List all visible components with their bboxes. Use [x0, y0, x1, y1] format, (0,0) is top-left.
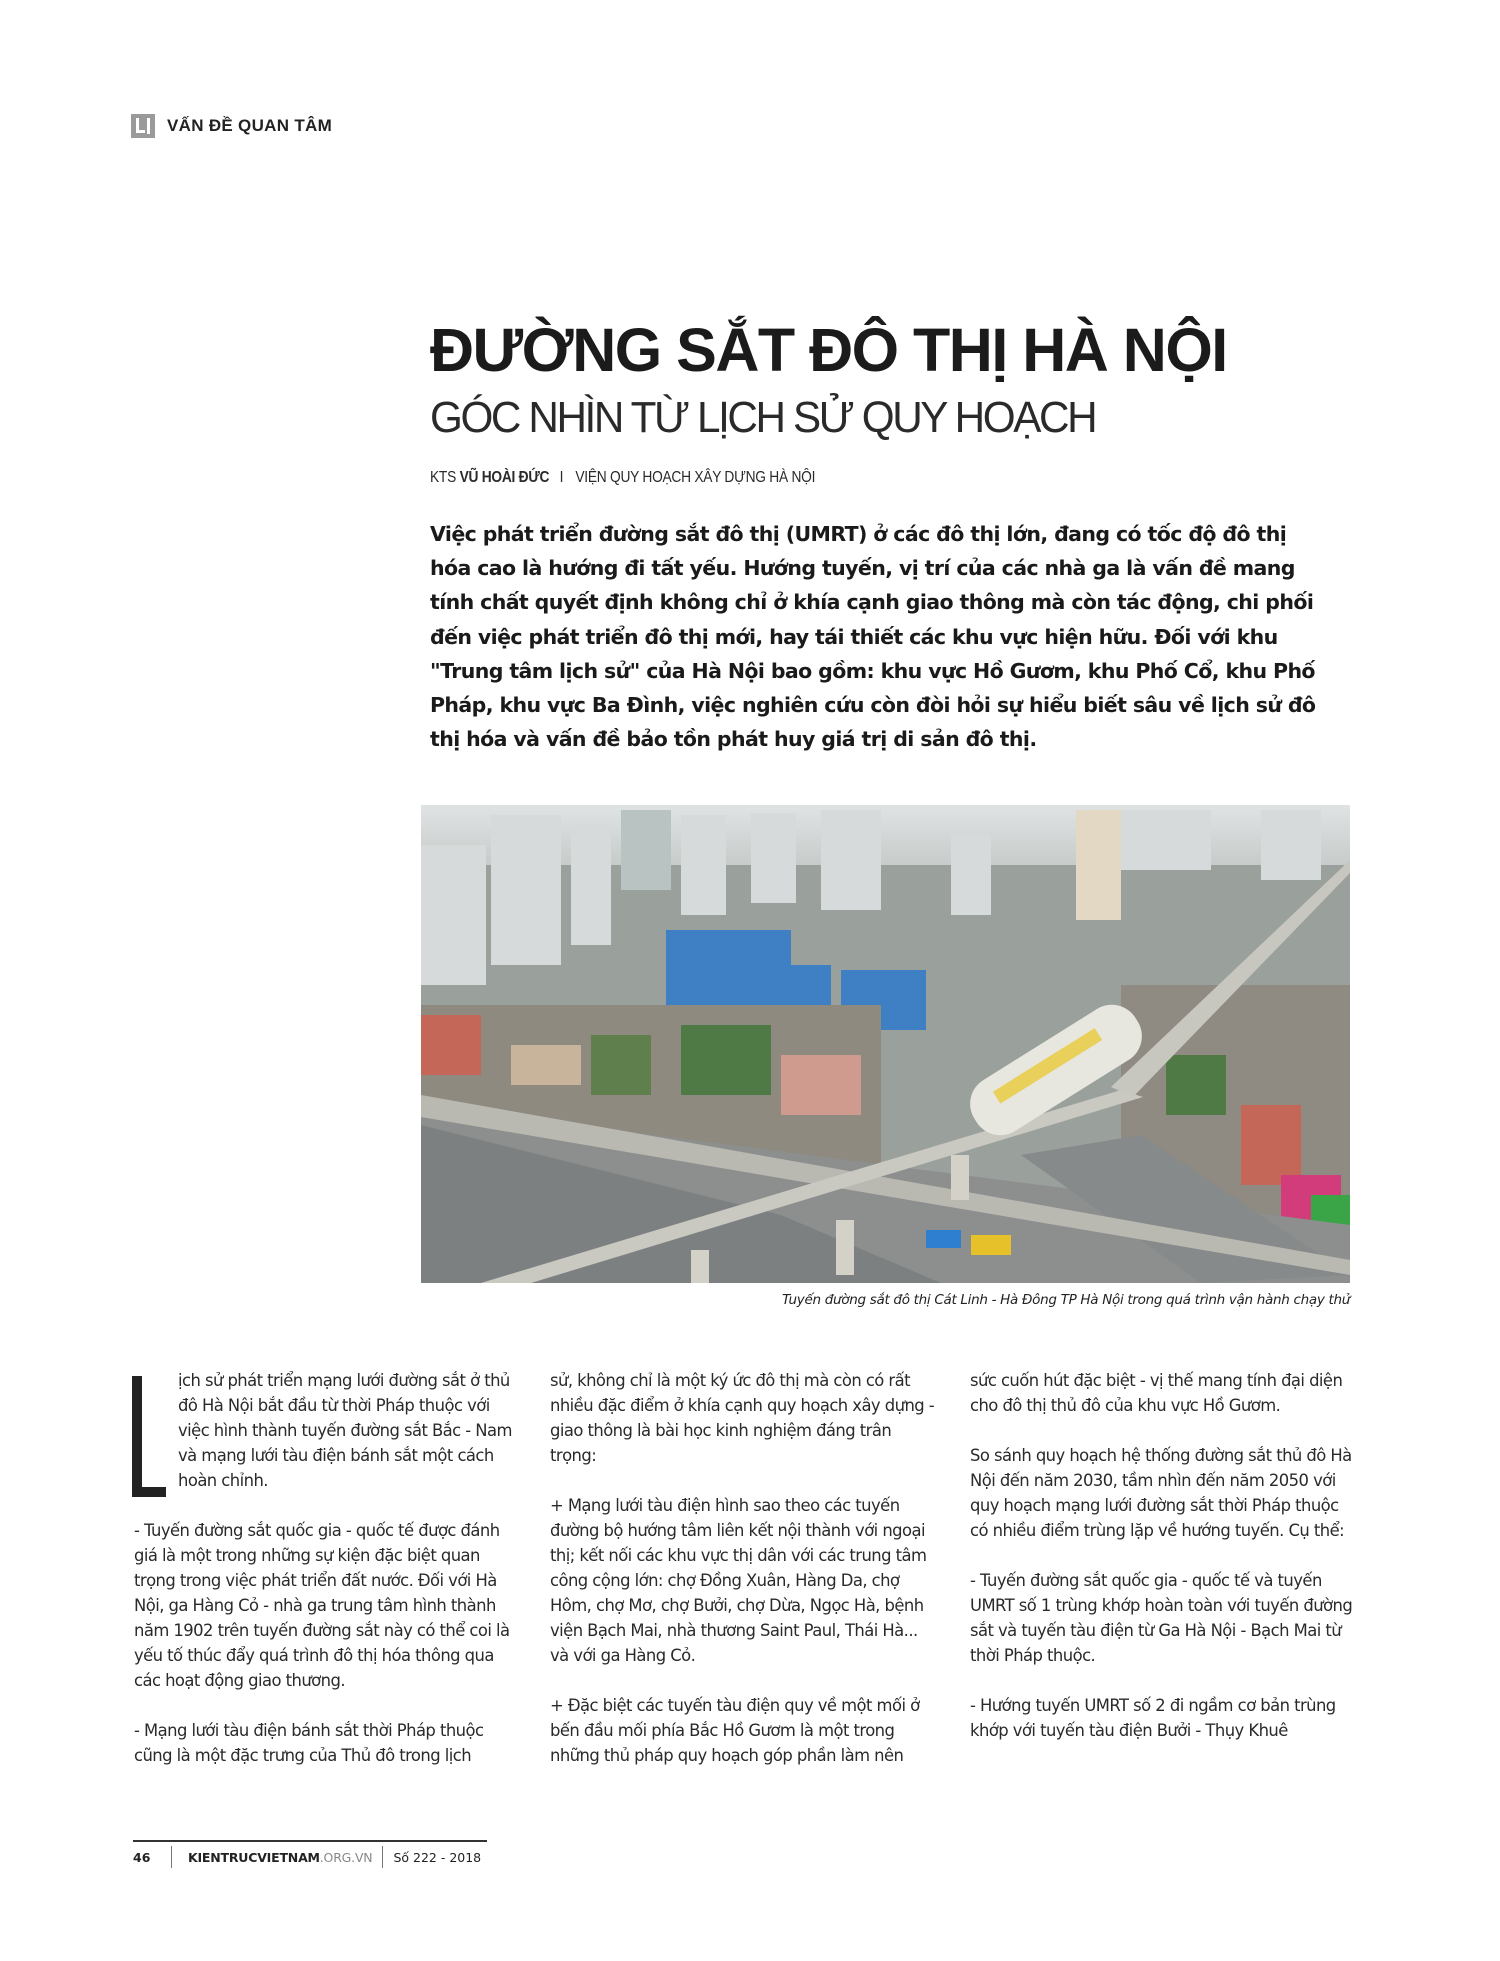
body-column-2: [550, 1368, 935, 1793]
metro-aerial-photo: [421, 805, 1350, 1283]
byline: [430, 469, 815, 487]
publication-site: [172, 1850, 382, 1865]
section-logo-icon: [131, 114, 155, 138]
site-domain: .ORG.VN: [319, 1849, 373, 1865]
page-footer: [133, 1846, 481, 1868]
footer-rule: [133, 1840, 487, 1842]
section-label: VẤN ĐỀ QUAN TÂM: [167, 116, 333, 135]
byline-prefix: KTS: [430, 469, 456, 486]
paragraph: So sánh quy hoạch hệ thống đường sắt thủ đô Hà Nội đến năm 2030, tầm nhìn đến năm 2050 với quy hoạch mạng lưới đường sắt thời Pháp thuộc có nhiều điểm trùng lặp về hướng tuyến. Cụ thể:: [970, 1446, 1352, 1540]
issue-number: Số 222 - 2018: [393, 1849, 482, 1865]
body-column-3: [970, 1368, 1355, 1768]
article-title: ĐƯỜNG SẮT ĐÔ THỊ HÀ NỘI: [430, 316, 1227, 384]
site-name: KIENTRUCVIETNAM: [188, 1849, 320, 1865]
byline-author: VŨ HOÀI ĐỨC: [459, 469, 550, 486]
byline-organization: VIỆN QUY HOẠCH XÂY DỰNG HÀ NỘI: [575, 469, 816, 486]
article-photo: [421, 805, 1350, 1283]
paragraph: - Tuyến đường sắt quốc gia - quốc tế và tuyến UMRT số 1 trùng khớp hoàn toàn với tuyến đường sắt và tuyến tàu điện từ Ga Hà Nội - Bạch Mai từ thời Pháp thuộc.: [970, 1571, 1353, 1665]
paragraph: - Mạng lưới tàu điện bánh sắt thời Pháp thuộc cũng là một đặc trưng của Thủ đô trong lịch: [134, 1721, 484, 1765]
page-number: 46: [133, 1849, 151, 1865]
photo-caption: Tuyến đường sắt đô thị Cát Linh - Hà Đông TP Hà Nội trong quá trình vận hành chạy thử: [781, 1292, 1350, 1308]
paragraph: ịch sử phát triển mạng lưới đường sắt ở thủ đô Hà Nội bắt đầu từ thời Pháp thuộc với việc hình thành tuyến đường sắt Bắc - Nam và mạng lưới tàu điện bánh sắt một cách hoàn chỉnh.: [178, 1371, 512, 1490]
paragraph: sử, không chỉ là một ký ức đô thị mà còn có rất nhiều đặc điểm ở khía cạnh quy hoạch xây dựng - giao thông là bài học kinh nghiệm đáng trân trọng:: [550, 1371, 935, 1465]
article-lead: Việc phát triển đường sắt đô thị (UMRT) ở các đô thị lớn, đang có tốc độ đô thị hóa cao là hướng đi tất yếu. Hướng tuyến, vị trí của các nhà ga là vấn đề mang tính chất quyết định không chỉ ở khía cạnh giao thông mà còn tác động, chi phối đến việc phát triển đô thị mới, hay tái thiết các khu vực hiện hữu. Đối với khu "Trung tâm lịch sử" của Hà Nội bao gồm: khu vực Hồ Gươm, khu Phố Cổ, khu Phố Pháp, khu vực Ba Đình, việc nghiên cứu còn đòi hỏi sự hiểu biết sâu về lịch sử đô thị hóa và vấn đề bảo tồn phát huy giá trị di sản đô thị.: [430, 522, 1316, 752]
byline-separator: I: [559, 469, 564, 486]
paragraph: - Tuyến đường sắt quốc gia - quốc tế được đánh giá là một trong những sự kiện đặc biệt quan trọng trong việc phát triển đất nước. Đối với Hà Nội, ga Hàng Cỏ - nhà ga trung tâm hình thành năm 1902 trên tuyến đường sắt này có thể coi là yếu tố thúc đẩy quá trình đô thị hóa thông qua các hoạt động giao thương.: [134, 1521, 510, 1690]
dropcap-letter-l: [132, 1376, 166, 1497]
paragraph: - Hướng tuyến UMRT số 2 đi ngầm cơ bản trùng khớp với tuyến tàu điện Bưởi - Thụy Khuê: [970, 1696, 1336, 1740]
section-header: [131, 114, 332, 138]
paragraph: sức cuốn hút đặc biệt - vị thế mang tính đại diện cho đô thị thủ đô của khu vực Hồ Gươm.: [970, 1371, 1343, 1415]
paragraph: + Mạng lưới tàu điện hình sao theo các tuyến đường bộ hướng tâm liên kết nội thành với ngoại thị; kết nối các khu vực thị dân với các trung tâm công cộng lớn: chợ Đồng Xuân, Hàng Da, chợ Hôm, chợ Mơ, chợ Bưởi, chợ Dừa, Ngọc Hà, bệnh viện Bạch Mai, nhà thương Saint Paul, Thái Hà... và với ga Hàng Cỏ.: [550, 1496, 927, 1665]
body-column-1: [134, 1368, 519, 1793]
paragraph: + Đặc biệt các tuyến tàu điện quy về một mối ở bến đầu mối phía Bắc Hồ Gươm là một trong những thủ pháp quy hoạch góp phần làm nên: [550, 1696, 920, 1765]
article-subtitle: GÓC NHÌN TỪ LỊCH SỬ QUY HOẠCH: [430, 393, 1096, 442]
